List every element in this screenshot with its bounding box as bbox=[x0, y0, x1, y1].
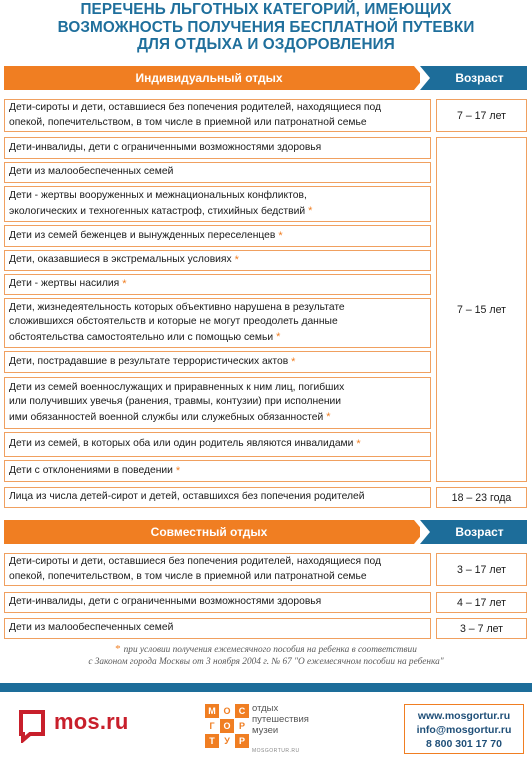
title-line-3: ДЛЯ ОТДЫХА И ОЗДОРОВЛЕНИЯ bbox=[137, 36, 395, 53]
asterisk-icon: * bbox=[234, 254, 239, 267]
table-row bbox=[4, 137, 431, 159]
row-text: опекой, попечительством, в том числе в приемной или патронатной семье bbox=[9, 116, 367, 128]
row-text: ими обязанностей военной службы или служебных обязанностей bbox=[9, 411, 324, 423]
row-text: опекой, попечительством, в том числе в приемной или патронатной семье bbox=[9, 570, 367, 582]
logo-letter: Г bbox=[205, 719, 219, 733]
row-text: Дети из малообеспеченных семей bbox=[9, 622, 174, 634]
row-text: Дети - жертвы насилия bbox=[9, 278, 120, 290]
row-text: Дети - жертвы вооруженных и межнациональных конфликтов, bbox=[9, 190, 307, 201]
footer-divider bbox=[0, 683, 532, 692]
table-row bbox=[4, 99, 431, 132]
mosgortur-small-url: MOSGORTUR.RU bbox=[252, 748, 300, 754]
row-text: или получивших увечья (ранения, травмы, контузии) при исполнении bbox=[9, 396, 342, 408]
asterisk-icon: * bbox=[308, 204, 313, 217]
logo-letter: О bbox=[220, 704, 234, 718]
tagline-line: путешествия bbox=[252, 714, 309, 725]
row-text: Дети-сироты и дети, оставшиеся без попечения родителей, находящиеся под bbox=[9, 556, 381, 567]
asterisk-icon: * bbox=[276, 330, 281, 343]
asterisk-icon: * bbox=[356, 438, 361, 451]
table-row bbox=[4, 377, 431, 429]
table-row bbox=[4, 618, 431, 639]
row-text: Дети-инвалиды, дети с ограниченными возможностями здоровья bbox=[9, 596, 322, 608]
row-text: Дети, оказавшиеся в экстремальных условиях bbox=[9, 254, 232, 266]
mosru-logo-text[interactable]: mos.ru bbox=[54, 709, 129, 734]
row-text: обстоятельства самостоятельно или с помощью семьи bbox=[9, 331, 274, 343]
age-value: 7 – 17 лет bbox=[457, 109, 506, 122]
asterisk-icon: * bbox=[291, 355, 296, 368]
asterisk-icon: * bbox=[115, 643, 121, 655]
mosgortur-logo-icon bbox=[205, 704, 249, 748]
row-text: Дети-сироты и дети, оставшиеся без попечения родителей, находящиеся под bbox=[9, 102, 381, 113]
table-row bbox=[4, 487, 431, 508]
joint-age-header bbox=[420, 520, 527, 544]
website-link[interactable]: www.mosgortur.ru bbox=[417, 710, 511, 722]
mosru-logo-icon bbox=[18, 709, 46, 743]
table-row bbox=[4, 162, 431, 183]
age-cell bbox=[436, 137, 527, 482]
age-cell bbox=[436, 553, 527, 586]
individual-header bbox=[4, 66, 414, 90]
footer bbox=[0, 692, 532, 762]
row-text: экологических и техногенных катастроф, стихийных бедствий bbox=[9, 205, 306, 217]
age-cell bbox=[436, 592, 527, 613]
tagline-line: отдых bbox=[252, 703, 279, 714]
title-line-1: ПЕРЕЧЕНЬ ЛЬГОТНЫХ КАТЕГОРИЙ, ИМЕЮЩИХ bbox=[80, 1, 452, 18]
row-text: Дети из семей беженцев и вынужденных переселенцев bbox=[9, 229, 276, 241]
individual-header-label: Индивидуальный отдых bbox=[135, 71, 283, 85]
contacts-box bbox=[404, 704, 524, 754]
table-row bbox=[4, 225, 431, 247]
logo-letter: Р bbox=[235, 734, 249, 748]
page-title bbox=[0, 0, 532, 54]
table-row bbox=[4, 186, 431, 222]
age-cell bbox=[436, 487, 527, 508]
age-cell bbox=[436, 99, 527, 132]
row-text: Лица из числа детей-сирот и детей, оставшихся без попечения родителей bbox=[9, 491, 365, 503]
row-text: Дети из семей, в которых оба или один родитель являются инвалидами bbox=[9, 438, 354, 450]
age-value: 3 – 7 лет bbox=[459, 622, 504, 635]
age-value: 4 – 17 лет bbox=[457, 596, 506, 609]
asterisk-icon: * bbox=[122, 278, 127, 291]
footnote bbox=[0, 643, 532, 668]
table-row bbox=[4, 274, 431, 295]
table-row bbox=[4, 553, 431, 586]
footnote-line-2: с Законом города Москвы от 3 ноября 2004 г. № 67 "О ежемесячном пособии на ребенка" bbox=[88, 657, 444, 667]
email-link[interactable]: info@mosgortur.ru bbox=[416, 724, 512, 736]
age-cell bbox=[436, 618, 527, 639]
individual-age-header-label: Возраст bbox=[455, 71, 504, 85]
tagline-line: музеи bbox=[252, 725, 279, 736]
individual-age-header bbox=[420, 66, 527, 90]
asterisk-icon: * bbox=[326, 410, 331, 423]
logo-letter: Т bbox=[205, 734, 219, 748]
table-row bbox=[4, 298, 431, 348]
asterisk-icon: * bbox=[278, 229, 283, 242]
logo-letter: С bbox=[235, 704, 249, 718]
row-text: Дети из малообеспеченных семей bbox=[9, 166, 174, 178]
joint-age-header-label: Возраст bbox=[455, 525, 504, 539]
age-value: 7 – 15 лет bbox=[457, 303, 506, 316]
row-text: Дети, пострадавшие в результате террористических актов bbox=[9, 355, 289, 367]
age-value: 18 – 23 года bbox=[451, 491, 512, 504]
logo-letter: У bbox=[220, 734, 234, 748]
logo-letter: Р bbox=[235, 719, 249, 733]
age-value: 3 – 17 лет bbox=[457, 563, 506, 576]
joint-header-label: Совместный отдых bbox=[150, 525, 268, 539]
title-line-2: ВОЗМОЖНОСТЬ ПОЛУЧЕНИЯ БЕСПЛАТНОЙ ПУТЕВКИ bbox=[57, 18, 475, 36]
table-row bbox=[4, 432, 431, 457]
row-text: Дети, жизнедеятельность которых объективно нарушена в результате bbox=[9, 301, 345, 313]
logo-letter: О bbox=[220, 719, 234, 733]
table-row bbox=[4, 460, 431, 482]
row-text: Дети-инвалиды, дети с ограниченными возможностями здоровья bbox=[9, 141, 322, 153]
table-row bbox=[4, 351, 431, 373]
phone-number[interactable]: 8 800 301 17 70 bbox=[426, 738, 502, 750]
mosgortur-tagline bbox=[252, 703, 309, 736]
logo-letter: М bbox=[205, 704, 219, 718]
row-text: Дети с отклонениями в поведении bbox=[9, 464, 173, 476]
table-row bbox=[4, 592, 431, 613]
table-row bbox=[4, 250, 431, 271]
joint-header bbox=[4, 520, 414, 544]
asterisk-icon: * bbox=[175, 464, 181, 477]
row-text: Дети из семей военнослужащих и приравненных к ним лиц, погибших bbox=[9, 381, 345, 393]
footnote-line-1: при условии получения ежемесячного пособия на ребенка в соответствии bbox=[123, 645, 417, 655]
row-text: сложившихся обстоятельств и которые не могут преодолеть данные bbox=[9, 316, 338, 328]
